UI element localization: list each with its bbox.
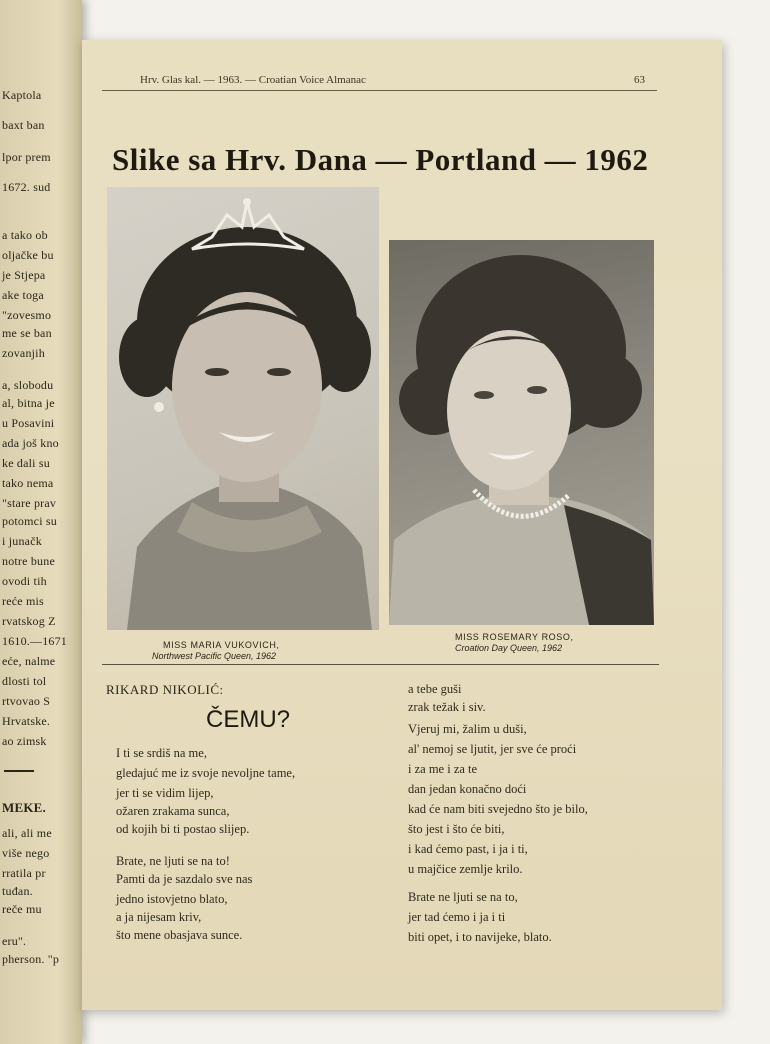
facing-page-line: reće mis	[2, 594, 44, 608]
running-head: Hrv. Glas kal. — 1963. — Croatian Voice Almanac	[140, 74, 366, 86]
facing-page-line: je Stjepa	[2, 268, 46, 282]
poem-line: jer tad ćemo i ja i ti	[408, 910, 506, 924]
facing-page-line: me se ban	[2, 326, 52, 340]
facing-page-line: zovanjih	[2, 346, 45, 360]
facing-page-line: ovodi tih	[2, 574, 47, 588]
facing-page-line: a, slobodu	[2, 378, 54, 392]
facing-page-line: eće, nalme	[2, 654, 56, 668]
poem-line: i kad ćemo past, i ja i ti,	[408, 842, 528, 856]
facing-page-line: i junačk	[2, 534, 42, 548]
photo-2-name: MISS ROSEMARY ROSO,	[455, 632, 574, 642]
poem-author: RIKARD NIKOLIĆ:	[106, 682, 224, 697]
poem-line: Pamti da je sazdalo sve nas	[116, 872, 253, 886]
poem-line: a ja nijesam kriv,	[116, 910, 202, 924]
facing-page-line: potomci su	[2, 514, 57, 528]
poem-line: gledajuć me iz svoje nevoljne tame,	[116, 766, 296, 780]
poem-line: al' nemoj se ljutit, jer sve će proći	[408, 742, 577, 756]
facing-page-line: ali, ali me	[2, 826, 52, 840]
poem-line: biti opet, i to navijeke, blato.	[408, 930, 552, 944]
poem-line: ožaren zrakama sunca,	[116, 804, 230, 818]
poem-line: zrak težak i siv.	[408, 700, 486, 714]
facing-page-line: baxt ban	[2, 118, 45, 132]
poem-line: jer ti se vidim lijep,	[116, 786, 214, 800]
facing-page-line: ke dali su	[2, 456, 50, 470]
portrait-photo-2	[389, 240, 654, 625]
poem-line: Brate, ne ljuti se na to!	[116, 854, 230, 868]
facing-page-line: a tako ob	[2, 228, 48, 242]
facing-page-line: "zovesmo	[2, 308, 52, 322]
facing-page-line: reče mu	[2, 902, 42, 916]
page-number: 63	[634, 74, 645, 86]
facing-page-line: al, bitna je	[2, 396, 55, 410]
facing-page-line: tako nema	[2, 476, 54, 490]
facing-page-line: u Posavini	[2, 416, 55, 430]
poem-line: što mene obasjava sunce.	[116, 928, 243, 942]
facing-page-line: Kaptola	[2, 88, 42, 102]
facing-page-line: notre bune	[2, 554, 55, 568]
facing-page-line: oljačke bu	[2, 248, 54, 262]
facing-page-line: rvatskog Z	[2, 614, 56, 628]
poem-line: Brate ne ljuti se na to,	[408, 890, 518, 904]
poem-line: jedno istovjetno blato,	[116, 892, 228, 906]
header-rule	[102, 90, 657, 91]
poem-line: a tebe guši	[408, 682, 462, 696]
facing-page-line: dlosti tol	[2, 674, 47, 688]
poem-title: ČEMU?	[206, 706, 291, 733]
facing-page-line: "stare prav	[2, 496, 57, 510]
facing-page-line: 1610.—1671	[2, 634, 67, 648]
facing-page-line: lpor prem	[2, 150, 51, 164]
facing-page-rule	[4, 770, 34, 772]
poem-line: od kojih bi ti postao slijep.	[116, 822, 250, 836]
facing-page-line: više nego	[2, 846, 50, 860]
photo-1-name: MISS MARIA VUKOVICH,	[163, 640, 280, 650]
portrait-illustration-1	[107, 187, 379, 630]
facing-page-line: Hrvatske.	[2, 714, 51, 728]
poem-line: kad će nam biti svejedno što je bilo,	[408, 802, 588, 816]
portrait-illustration-2	[389, 240, 654, 625]
poem-line: I ti se srdiš na me,	[116, 746, 207, 760]
facing-page-line: ake toga	[2, 288, 44, 302]
facing-page-line: ada još kno	[2, 436, 59, 450]
portrait-photo-1	[107, 187, 379, 630]
section-rule	[102, 664, 659, 665]
facing-page-line: rratila pr	[2, 866, 46, 880]
photo-2-subtitle: Croation Day Queen, 1962	[455, 643, 563, 653]
poem-line: u majčice zemlje krilo.	[408, 862, 523, 876]
facing-page-line: tuđan.	[2, 884, 33, 898]
poem-line: dan jedan konačno doći	[408, 782, 527, 796]
facing-page-line: eru".	[2, 934, 27, 948]
photo-1-subtitle: Northwest Pacific Queen, 1962	[152, 651, 277, 661]
poem-line: što jest i što će biti,	[408, 822, 505, 836]
facing-page-line: rtvovao S	[2, 694, 51, 708]
facing-page	[0, 0, 82, 1044]
poem-line: Vjeruj mi, žalim u duši,	[408, 722, 527, 736]
facing-page-line: MEKE.	[2, 800, 46, 815]
facing-page-line: ao zimsk	[2, 734, 47, 748]
page-title: Slike sa Hrv. Dana — Portland — 1962	[112, 142, 649, 177]
facing-page-line: pherson. "p	[2, 952, 60, 966]
poem-line: i za me i za te	[408, 762, 478, 776]
facing-page-line: 1672. sud	[2, 180, 51, 194]
